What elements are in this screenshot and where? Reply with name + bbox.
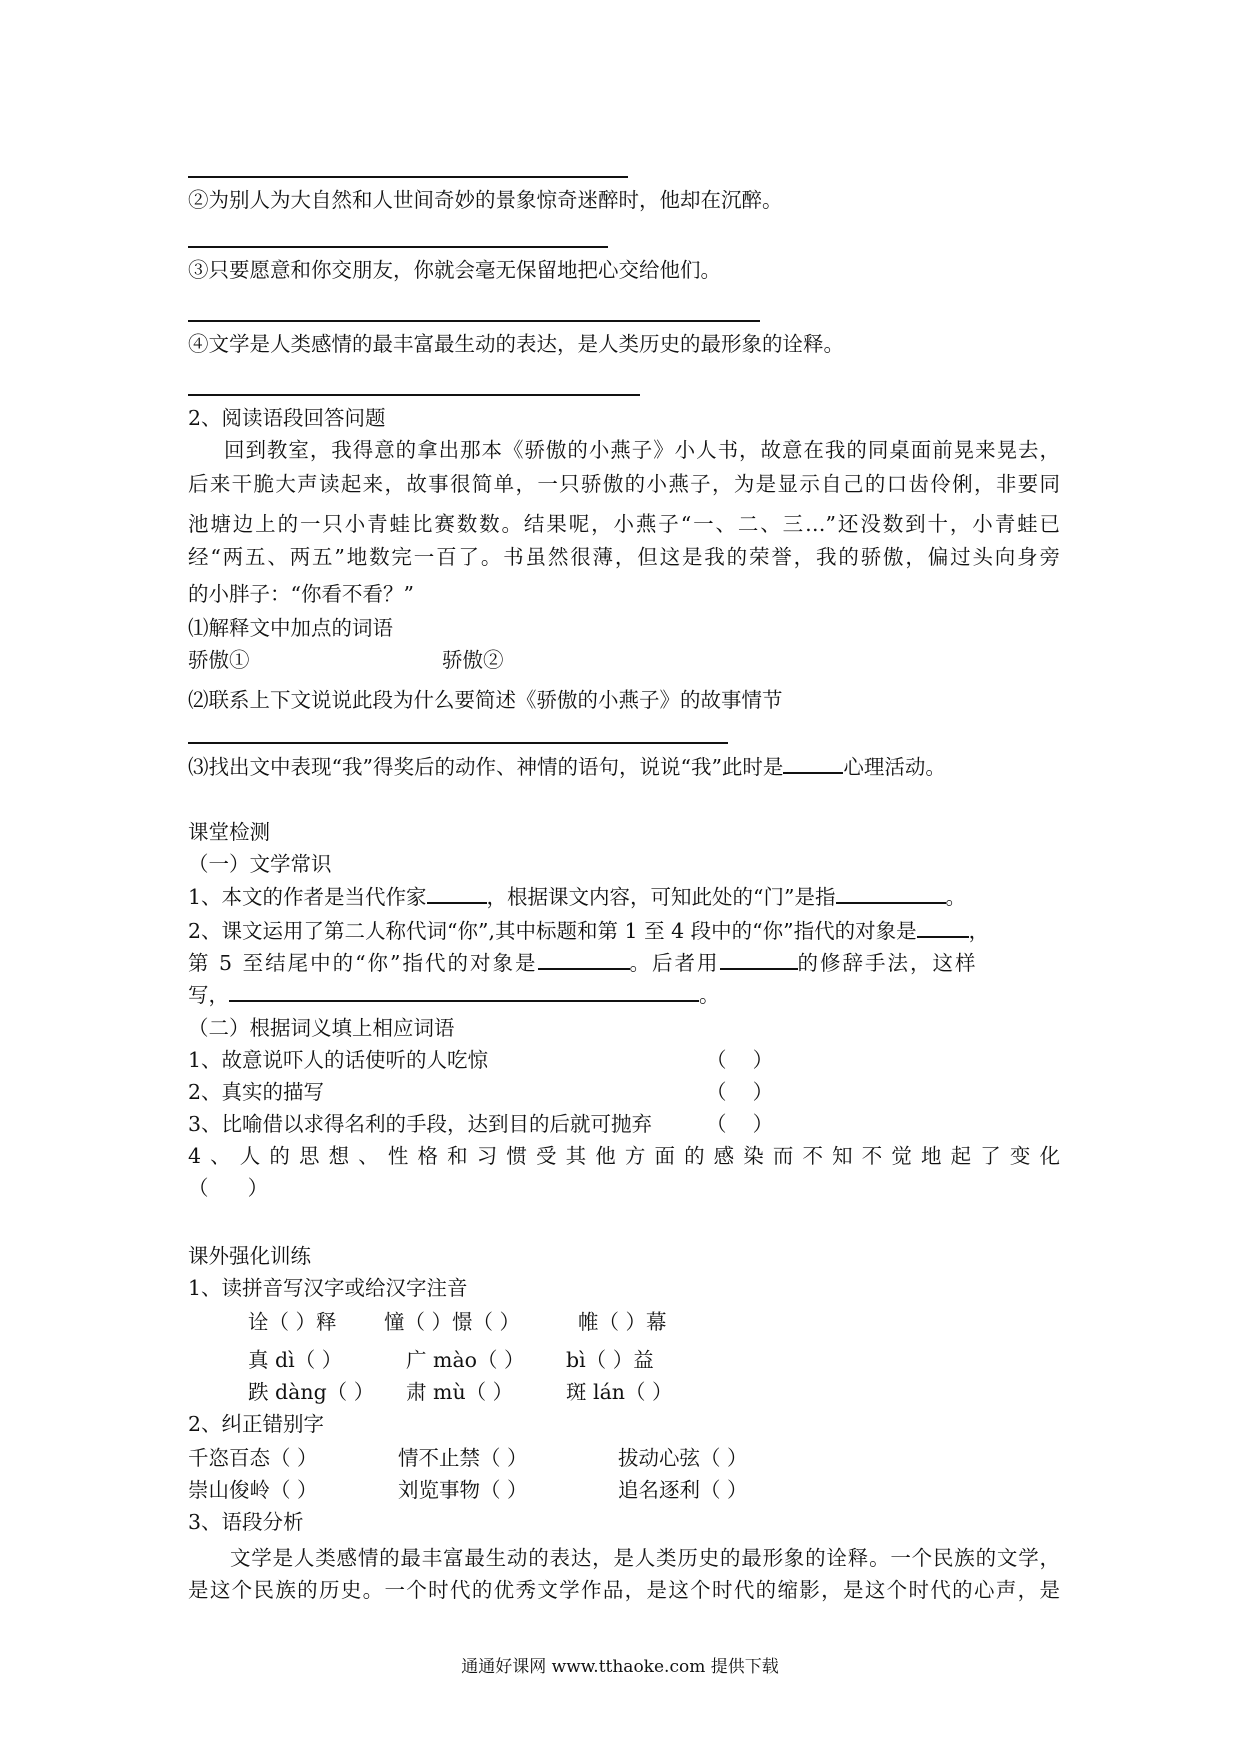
check-question-2-cont: 写， 。 xyxy=(188,980,720,1009)
vocab-item: 4、人的思想、性格和习惯受其他方面的感染而不知不觉地起了变化 xyxy=(188,1144,1060,1168)
answer-line xyxy=(188,394,640,396)
typo-item: 拔动心弦（ ） xyxy=(618,1446,748,1470)
pinyin-item: 诠（ ）释 xyxy=(248,1310,337,1334)
check-question-2: 2、课文运用了第二人称代词“你”,其中标题和第 1 至 4 段中的“你”指代的对象是 ， xyxy=(188,916,989,945)
answer-line xyxy=(188,320,760,322)
vocab-item: 3、比喻借以求得名利的手段，达到目的后就可抛弃 xyxy=(188,1112,653,1136)
extra-question-3: 3、语段分析 xyxy=(188,1510,304,1534)
footer-credit: 通通好课网 www.tthaoke.com 提供下载 xyxy=(461,1657,779,1677)
typo-item: 崇山俊岭（ ） xyxy=(188,1478,318,1502)
item-3: ③只要愿意和你交朋友，你就会毫无保留地把心交给他们。 xyxy=(188,258,721,282)
pinyin-item: 斑 lán（ ） xyxy=(566,1380,673,1404)
pinyin-item: 真 dì（ ） xyxy=(248,1348,343,1372)
subsection-title: （一）文学常识 xyxy=(188,852,332,876)
subsection-title: （二）根据词义填上相应词语 xyxy=(188,1016,455,1040)
vocab-item: 1、故意说吓人的话使听的人吃惊 xyxy=(188,1048,489,1072)
typo-item: 情不止禁（ ） xyxy=(398,1446,528,1470)
typo-item: 刘览事物（ ） xyxy=(398,1478,528,1502)
extra-question-1: 1、读拼音写汉字或给汉字注音 xyxy=(188,1276,468,1300)
vocab-item: 2、真实的描写 xyxy=(188,1080,325,1104)
passage-line: 经“两五、两五”地数完一百了。书虽然很薄，但这是我的荣誉，我的骄傲，偏过头向身旁 xyxy=(188,545,1060,569)
passage-line: 是这个民族的历史。一个时代的优秀文学作品，是这个时代的缩影，是这个时代的心声，是 xyxy=(188,1578,1060,1602)
check-question-2-cont: 第 5 至结尾中的“你”指代的对象是 。后者用 的修辞手法，这样 xyxy=(188,948,978,977)
fill-blank[interactable] xyxy=(538,948,630,970)
answer-line xyxy=(188,742,728,744)
fill-blank[interactable] xyxy=(783,752,843,774)
question-2-title: 2、阅读语段回答问题 xyxy=(188,406,386,430)
fill-blank[interactable] xyxy=(917,916,969,938)
word-2: 骄傲② xyxy=(442,648,504,672)
check-question-1: 1、本文的作者是当代作家 ，根据课文内容，可知此处的“门”是指 。 xyxy=(188,882,966,911)
answer-line xyxy=(188,176,628,178)
answer-paren[interactable]: （ ） xyxy=(706,1048,774,1072)
typo-item: 追名逐利（ ） xyxy=(618,1478,748,1502)
passage-line: 后来干脆大声读起来，故事很简单，一只骄傲的小燕子，为是显示自己的口齿伶俐，非要同 xyxy=(188,472,1060,496)
section-title-check: 课堂检测 xyxy=(188,820,270,844)
pinyin-item: 帷（ ）幕 xyxy=(578,1310,667,1334)
passage-line: 的小胖子：“你看不看？” xyxy=(188,582,414,606)
typo-item: 千恣百态（ ） xyxy=(188,1446,318,1470)
extra-question-2: 2、纠正错别字 xyxy=(188,1412,325,1436)
pinyin-item: 广 mào（ ） xyxy=(406,1348,525,1372)
answer-paren[interactable]: （ ） xyxy=(706,1080,774,1104)
word-1: 骄傲① xyxy=(188,648,250,672)
answer-paren[interactable]: （ ） xyxy=(188,1176,269,1200)
answer-paren[interactable]: （ ） xyxy=(706,1112,774,1136)
sub-question-2: ⑵联系上下文说说此段为什么要简述《骄傲的小燕子》的故事情节 xyxy=(188,688,783,712)
pinyin-item: 憧（ ）憬（ ） xyxy=(384,1310,521,1334)
answer-line xyxy=(188,246,608,248)
pinyin-item: bì（ ）益 xyxy=(566,1348,654,1372)
item-2: ②为别人为大自然和人世间奇妙的景象惊奇迷醉时，他却在沉醉。 xyxy=(188,188,783,212)
pinyin-item: 跌 dàng（ ） xyxy=(248,1380,375,1404)
pinyin-item: 肃 mù（ ） xyxy=(406,1380,514,1404)
fill-blank[interactable] xyxy=(427,882,487,904)
passage-line: 池塘边上的一只小青蛙比赛数数。结果呢，小燕子“一、二、三…”还没数到十，小青蛙已 xyxy=(188,512,1060,536)
fill-blank[interactable] xyxy=(836,882,946,904)
section-title-extra: 课外强化训练 xyxy=(188,1244,311,1268)
fill-blank[interactable] xyxy=(720,948,798,970)
item-4: ④文学是人类感情的最丰富最生动的表达，是人类历史的最形象的诠释。 xyxy=(188,332,844,356)
sub-question-1: ⑴解释文中加点的词语 xyxy=(188,616,393,640)
passage-line: 回到教室，我得意的拿出那本《骄傲的小燕子》小人书，故意在我的同桌面前晃来晃去， xyxy=(224,438,1060,462)
fill-blank[interactable] xyxy=(229,980,699,1002)
passage-line: 文学是人类感情的最丰富最生动的表达，是人类历史的最形象的诠释。一个民族的文学， xyxy=(230,1546,1060,1570)
sub-question-3: ⑶找出文中表现“我”得奖后的动作、神情的语句，说说“我”此时是 心理活动。 xyxy=(188,752,946,781)
